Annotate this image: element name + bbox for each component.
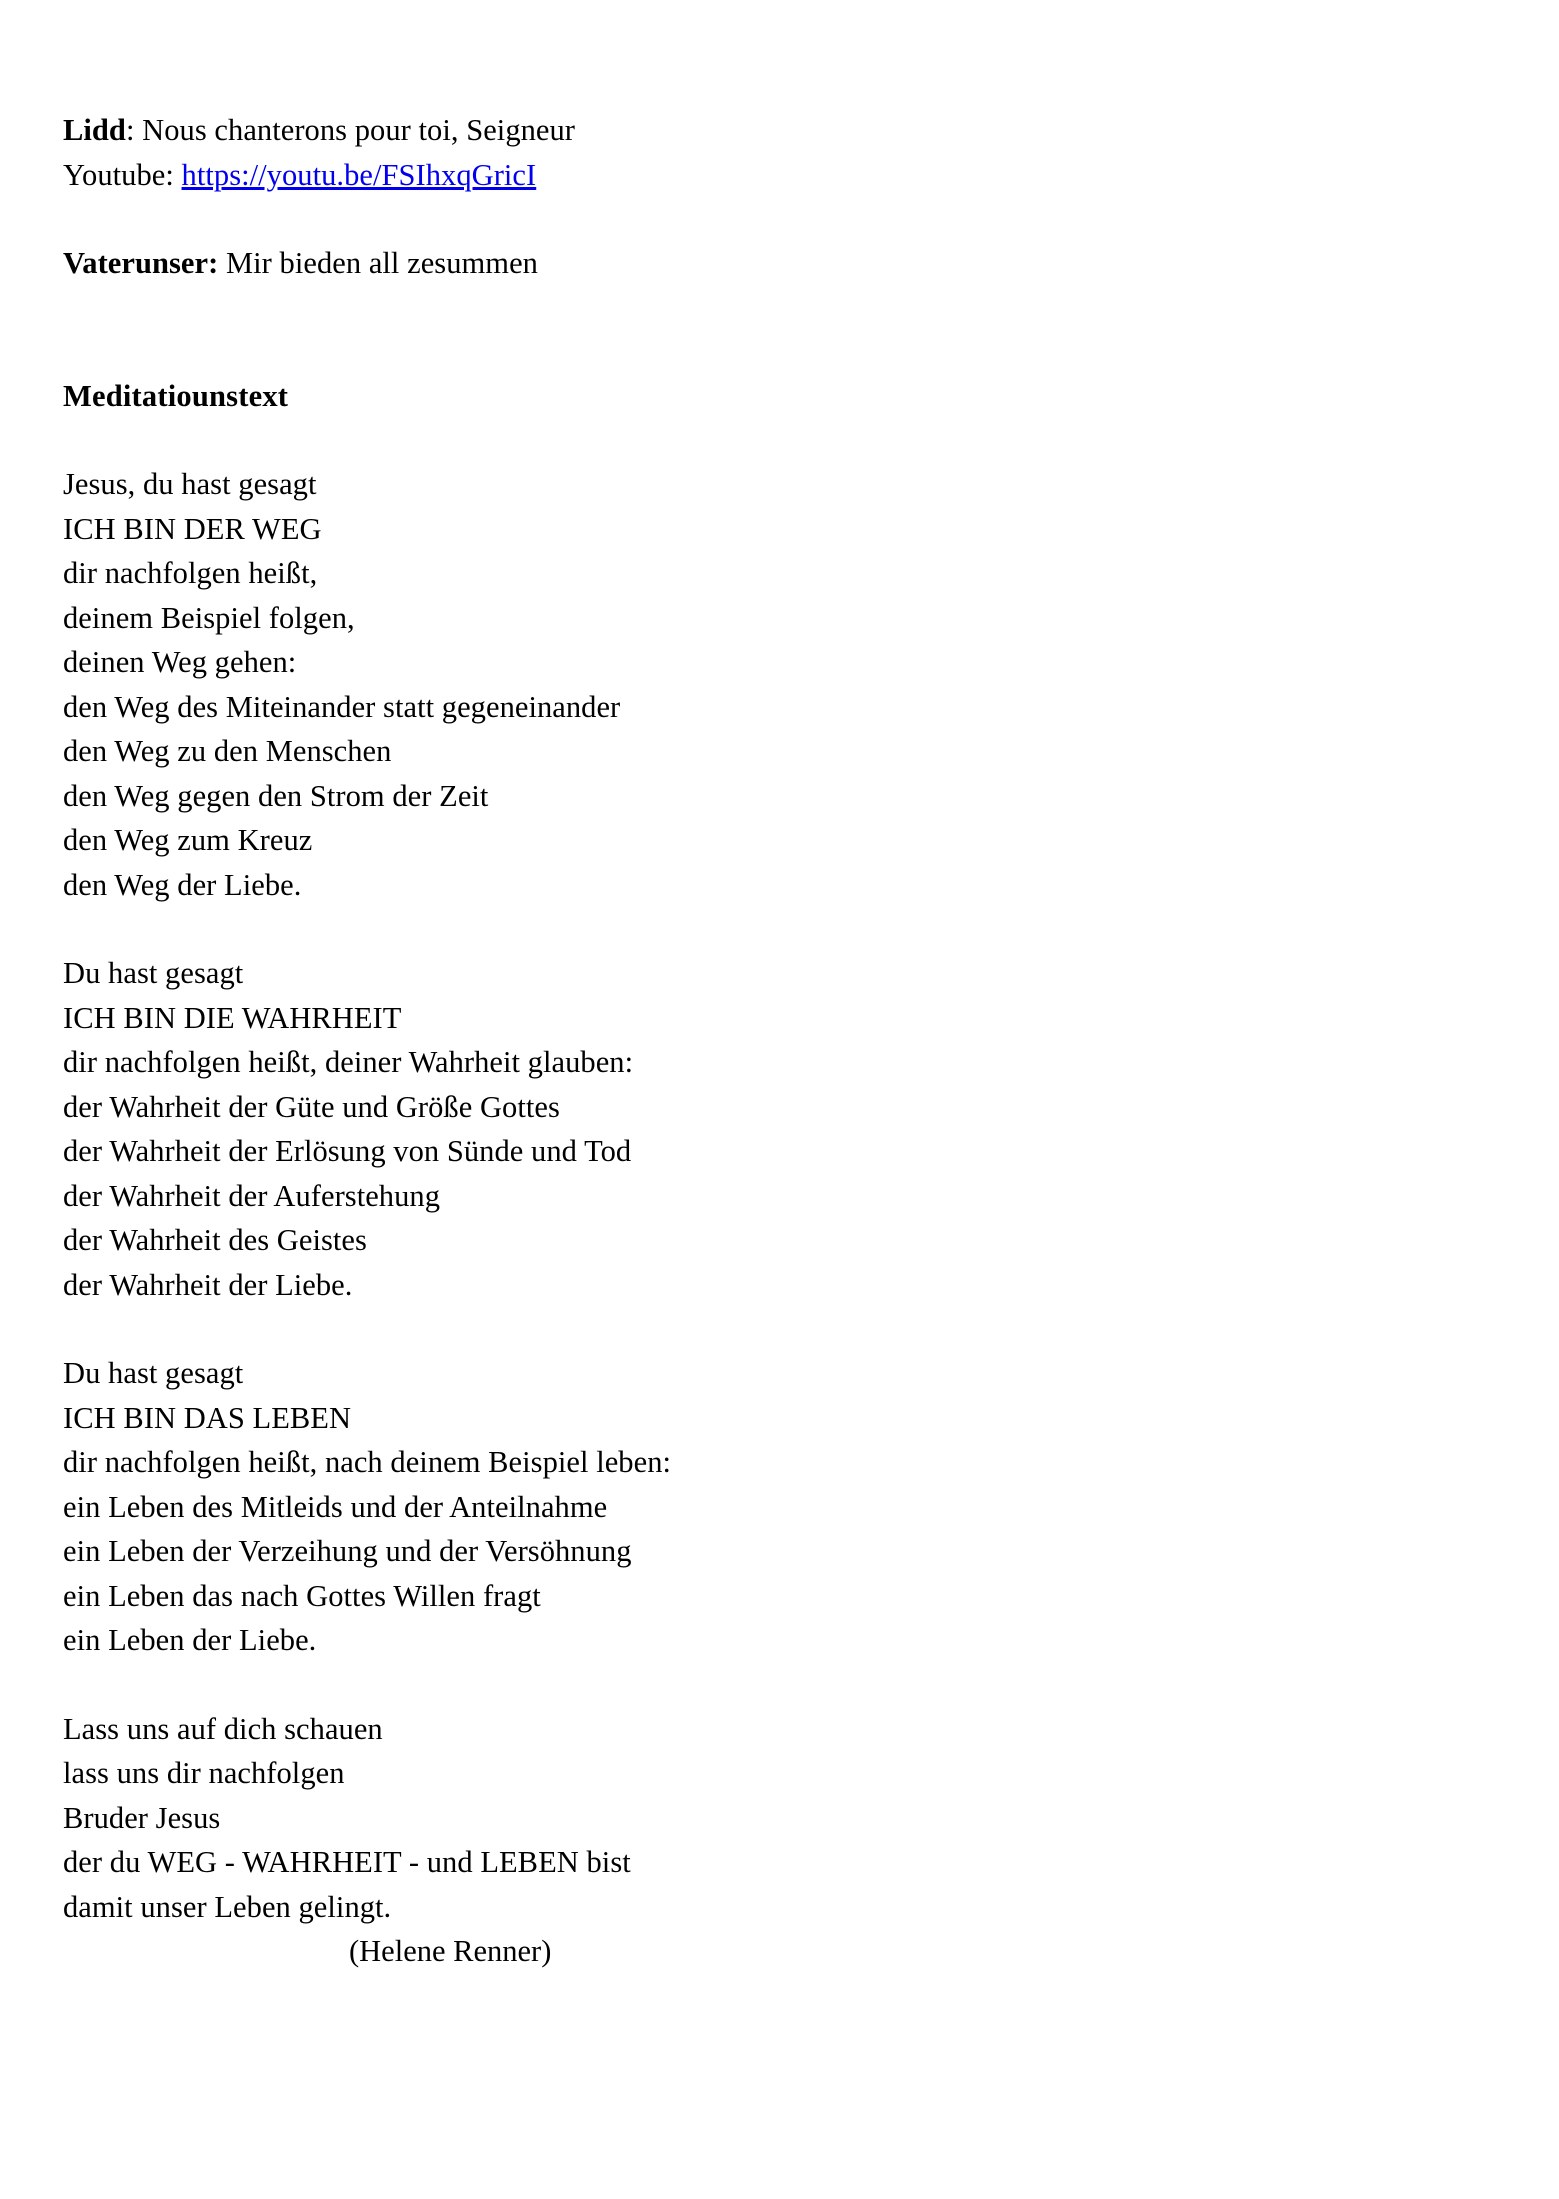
vaterunser-line [63, 241, 1403, 286]
meditation-heading-block [63, 374, 1403, 419]
stanza-line: ein Leben der Verzeihung und der Versöhnung [63, 1534, 632, 1568]
stanza-1 [63, 462, 1403, 907]
stanza-line: den Weg gegen den Strom der Zeit [63, 778, 489, 813]
stanza-line: ein Leben des Mitleids und der Anteilnahme [63, 1489, 608, 1524]
attribution: (Helene Renner) [349, 1934, 552, 1968]
stanza-line: ICH BIN DER WEG [63, 511, 322, 546]
stanza-line: dir nachfolgen heißt, nach deinem Beispiel leben: [63, 1445, 672, 1479]
stanza-line: Du hast gesagt [63, 956, 244, 990]
stanza-line: den Weg zu den Menschen [63, 734, 392, 768]
stanza-4 [63, 1707, 1403, 1974]
stanza-line: der Wahrheit der Erlösung von Sünde und Tod [63, 1134, 632, 1168]
song-separator: : [125, 113, 143, 147]
stanza-line: Jesus, du hast gesagt [63, 467, 317, 501]
stanza-line: den Weg zum Kreuz [63, 823, 313, 857]
song-block [63, 108, 1403, 197]
stanza-line: der du WEG - WAHRHEIT - und LEBEN bist [63, 1845, 631, 1879]
vaterunser-block [63, 241, 1403, 286]
stanza-line: damit unser Leben gelingt. [63, 1889, 392, 1924]
stanza-line: der Wahrheit des Geistes [63, 1223, 367, 1257]
stanza-line: den Weg der Liebe. [63, 867, 302, 902]
stanza-line: dir nachfolgen heißt, deiner Wahrheit glauben: [63, 1045, 634, 1079]
stanza-line: deinem Beispiel folgen, [63, 600, 355, 635]
stanza-line: den Weg des Miteinander statt gegeneinander [63, 689, 621, 724]
vaterunser-label: Vaterunser: [63, 246, 219, 280]
meditation-heading: Meditatiounstext [63, 378, 289, 413]
vaterunser-title: Mir bieden all zesummen [218, 246, 538, 280]
stanza-line: ICH BIN DAS LEBEN [63, 1400, 352, 1435]
stanza-line: deinen Weg gehen: [63, 645, 297, 679]
stanza-line: ein Leben der Liebe. [63, 1623, 317, 1657]
stanza-3 [63, 1351, 1403, 1663]
stanza-line: dir nachfolgen heißt, [63, 556, 318, 590]
stanza-line: Lass uns auf dich schauen [63, 1711, 383, 1746]
youtube-label: Youtube: [63, 157, 182, 192]
song-title: Nous chanterons pour toi, Seigneur [142, 113, 576, 147]
stanza-line: der Wahrheit der Liebe. [63, 1267, 353, 1302]
stanza-line: Du hast gesagt [63, 1356, 244, 1390]
song-title-line [63, 108, 1403, 153]
stanza-line: Bruder Jesus [63, 1800, 221, 1835]
stanza-line: der Wahrheit der Auferstehung [63, 1178, 441, 1213]
youtube-link[interactable]: https://youtu.be/FSIhxqGricI [181, 157, 537, 192]
youtube-line [63, 153, 1403, 198]
stanza-line: lass uns dir nachfolgen [63, 1756, 345, 1790]
document-content [63, 108, 1403, 1974]
stanza-2 [63, 951, 1403, 1307]
stanza-line: ein Leben das nach Gottes Willen fragt [63, 1578, 541, 1613]
stanza-line: ICH BIN DIE WAHRHEIT [63, 1000, 402, 1035]
song-label: Lidd [63, 113, 126, 147]
stanza-line: der Wahrheit der Güte und Größe Gottes [63, 1089, 560, 1124]
